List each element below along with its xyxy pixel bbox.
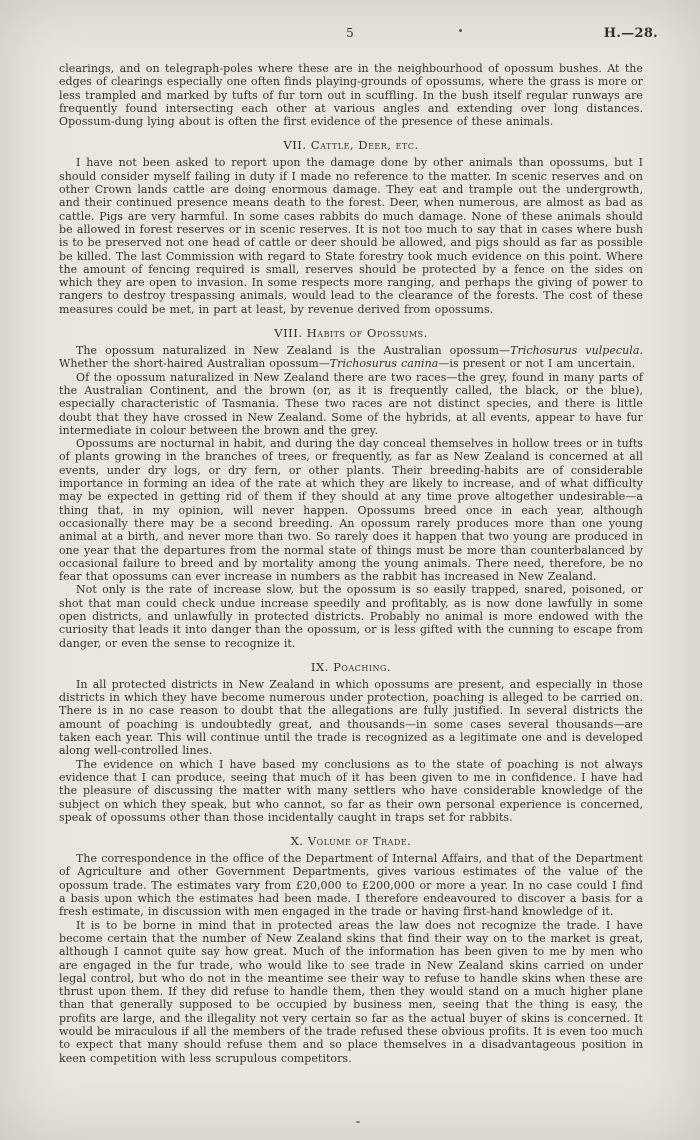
section-poaching xyxy=(59,660,643,824)
section-cattle-deer xyxy=(59,138,643,316)
document-reference: H.—28. xyxy=(603,26,658,41)
paragraph-continuation: clearings, and on telegraph-poles where these are in the neighbourhood of opossum bushes. At the edges of clearings especially one often finds playing-grounds of opossums, where the grass is more or less trampled and marked by tufts of fur torn out in scuffling. In the bush itself regular runways are frequently found intersecting each other at various angles and extending over long distances. Opossum-dung lying about is often the first evidence of the presence of these animals. xyxy=(59,62,643,129)
paragraph xyxy=(59,344,643,371)
document-body xyxy=(0,62,700,1065)
section-heading: VIII. Habits of Opossums. xyxy=(274,326,428,341)
paragraph-text: The opossum naturalized in New Zealand is the Australian opossum— xyxy=(76,344,511,358)
paragraph: Opossums are nocturnal in habit, and during the day conceal themselves in hollow trees or in tufts of plants growing in the branches of trees, or frequently, as far as New Zealand is concerned at all events, under dry logs, or dry fern, or other plants. Their breeding-habits are of considerable importance in forming an idea of the rate at which they are likely to increase, and of what difficulty may be expected in getting rid of them if they should at any time prove altogether undesirable—a thing that, in my opinion, will never happen. Opossums breed once in each year, although occasionally there may be a second breeding. An opossum rarely produces more than one young animal at a birth, and never more than two. So rarely does it happen that two young are produced in one year that the departures from the normal state of things must be more than counterbalanced by occasional failure to breed and by mortality among the young animals. There need, therefore, be no fear that opossums can ever increase in numbers as the rabbit has increased in New Zealand. xyxy=(59,437,643,584)
section-volume-of-trade xyxy=(59,834,643,1065)
paragraph-text: —is present or not I am uncertain. xyxy=(438,357,636,371)
section-heading: X. Volume of Trade. xyxy=(290,834,412,849)
paragraph: Of the opossum naturalized in New Zealand there are two races—the grey, found in many parts of the Australian Continent, and the brown (or, as it is frequently called, the black, or the blue), especially characteristic of Tasmania. These two races are not distinct species, and there is little doubt that they have crossed in New Zealand. Some of the hybrids, at all events, appear to have fur intermediate in colour between the brown and the grey. xyxy=(59,370,643,437)
paragraph: In all protected districts in New Zealand in which opossums are present, and especially in those districts in which they have become numerous under protection, poaching is alleged to be carried on. There is in no case reason to doubt that the allegations are fully justified. In several districts the amount of poaching is undoubtedly great, and thousands—in some cases several thousands—are taken each year. This will continue until the trade is recognized as a legitimate one and is developed along well-controlled lines. xyxy=(59,677,643,758)
paragraph-text: . Whether the short-haired Australian opossum— xyxy=(59,344,643,371)
section-heading: VII. Cattle, Deer, etc. xyxy=(283,138,419,153)
paragraph: I have not been asked to report upon the damage done by other animals than opossums, but I should consider myself failing in duty if I made no reference to the matter. In scenic reserves and on other Crown lands cattle are doing enormous damage. They eat and trample out the undergrowth, and their continued presence means death to the forest. Deer, when numerous, are almost as bad as cattle. Pigs are very harmful. In some cases rabbits do much damage. None of these animals should be allowed in forest reserves or in scenic reserves. It is not too much to say that in cases where bush is to be preserved not one head of cattle or deer should be allowed, and pigs should as far as possible be killed. The last Commission with regard to State forestry took much evidence on this point. Where the amount of fencing required is small, reserves should be protected by a fence on the sides on which they are open to invasion. In some respects more ranging, and perhaps the giving of power to rangers to destroy trespassing animals, would lead to the clearance of the forests. The cost of these measures could be met, in part at least, by revenue derived from opossums. xyxy=(59,156,643,316)
section-heading: IX. Poaching. xyxy=(310,659,392,674)
species-name: Trichosurus canina xyxy=(329,357,439,371)
paragraph: Not only is the rate of increase slow, but the opossum is so easily trapped, snared, poisoned, or shot that man could check undue increase speedily and profitably, as is now done lawfully in some open districts, and unlawfully in protected districts. Probably no animal is more endowed with the curiosity that leads it into danger than the opossum, or is less gifted with the cunning to escape from danger, or even the sense to recognize it. xyxy=(59,583,643,650)
paragraph: The correspondence in the office of the Department of Internal Affairs, and that of the Department of Agriculture and other Government Departments, gives various estimates of the value of the opossum trade. The estimates vary from £20,000 to £200,000 or more a year. In no case could I find a basis upon which the estimates had been made. I therefore endeavoured to discover a basis for a fresh estimate, in discussion with men engaged in the trade or having first-hand knowledge of it. xyxy=(59,852,643,919)
paragraph: It is to be borne in mind that in protected areas the law does not recognize the trade. I have become certain that the number of New Zealand skins that find their way on to the market is great, although I cannot quite say how great. Much of the information has been given to me by men who are engaged in the fur trade, who would like to see trade in New Zealand skins carried on under legal control, but who do not in the meantime see their way to refuse to handle skins when these are thrust upon them. If they did refuse to handle them, then they would stand on a much higher plane than that generally supposed to be occupied by business men, seeing that the thing is easy, the profits are large, and the illegality not very certain so far as the actual buyer of skins is concerned. It would be miraculous if all the members of the trade refused these obvious profits. It is even too much to expect that many should refuse them and so place themselves in a disadvantageous position in keen competition with less scrupulous competitors. xyxy=(59,918,643,1065)
page-number: 5 xyxy=(346,26,354,40)
species-name: Trichosurus vulpecula xyxy=(510,344,640,358)
paragraph: The evidence on which I have based my conclusions as to the state of poaching is not always evidence that I can produce, seeing that much of it has been given to me in confidence. I have had the pleasure of discussing the matter with many settlers who have considerable knowledge of the subject on which they speak, but who cannot, so far as their own personal experience is concerned, speak of opossums other than those incidentally caught in traps set for rabbits. xyxy=(59,757,643,824)
ink-speck xyxy=(356,1121,360,1123)
page-header xyxy=(40,26,660,50)
section-habits-of-opossums xyxy=(59,326,643,650)
